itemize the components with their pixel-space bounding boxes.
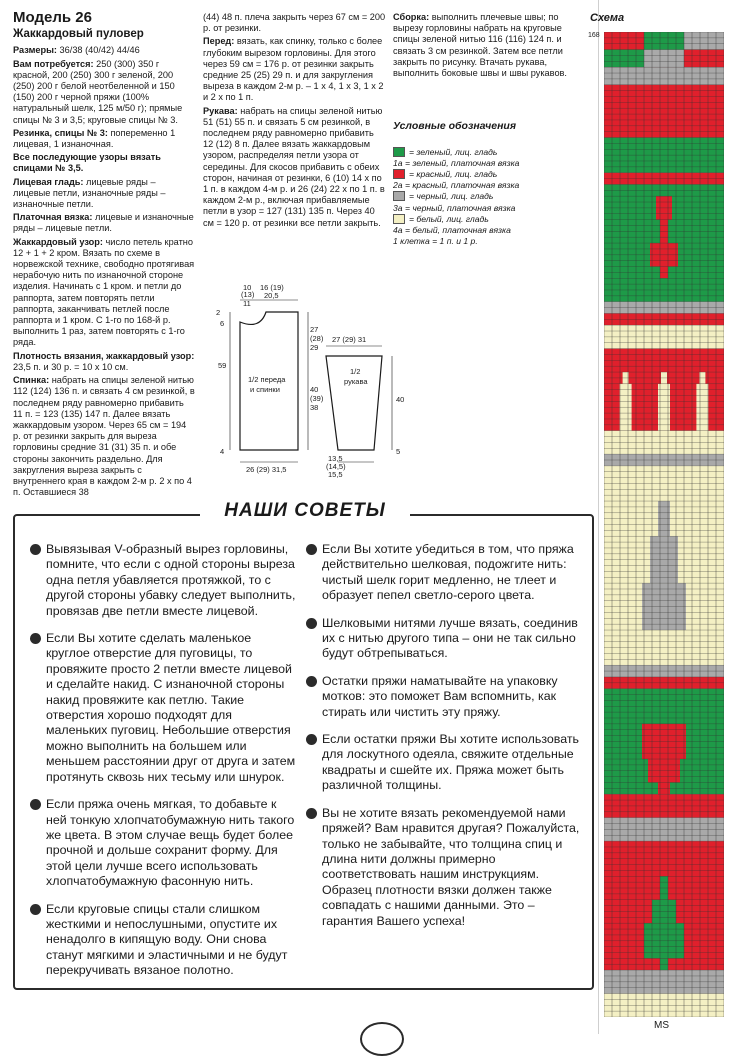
legend-item: [393, 213, 583, 224]
legend-label: 4а = белый, платочная вязка: [393, 224, 511, 235]
dim-sleeve-5: 5: [396, 447, 401, 456]
model-title: Модель 26: [13, 9, 92, 26]
gauge-value: 23,5 п. и 30 р. = 10 х 10 см.: [13, 361, 129, 372]
tip-text: Шелковыми нитями лучше вязать, соединив их с нитью другого типа – они не так сильно будут обтрепываться.: [322, 615, 578, 661]
front: [203, 36, 386, 103]
materials-value: 250 (300) 350 г красной, 200 (250) 300 г зеленой, 200 (250) 200 г белой неотбеленной и 150 (150) 200 г черной пряжи (100% натуральный шелк, 125 м/50 г); прямые спицы № 3 и 3,5; круговые спицы № 3.: [13, 58, 183, 125]
sleeve-label-1: 1/2: [350, 367, 361, 376]
bullet-icon: [306, 676, 317, 687]
chart-block: [684, 32, 724, 50]
stockinette: [13, 177, 195, 211]
bullet-icon: [306, 544, 317, 555]
legend-item: [393, 224, 583, 235]
bullet-icon: [30, 633, 41, 644]
dim-6: 6: [220, 319, 225, 328]
tips-left-column: [30, 542, 296, 991]
garter-label: Платочная вязка:: [13, 212, 93, 223]
instructions-column-2: [203, 12, 386, 231]
dim-39: (39): [310, 394, 324, 403]
legend-item: [393, 146, 583, 157]
legend-swatch: [393, 169, 405, 179]
dim-4: 4: [220, 447, 225, 456]
chart-block: [644, 32, 684, 50]
tip-item: [306, 674, 581, 720]
tip-text: Если остатки пряжи Вы хотите использовать для лоскутного одеяла, свяжите отдельные квадраты и сшейте их. Пряжа может быть различной толщины.: [322, 732, 579, 793]
legend-label: = белый, лиц. гладь: [409, 213, 489, 224]
tip-item: [306, 542, 581, 604]
tip-item: [306, 732, 581, 794]
chart-ms-label: MS: [654, 1020, 669, 1031]
assembly-value: выполнить плечевые швы; по вырезу горловины набрать на круговые спицы зеленой нитью 116 (116) 124 п. и связать 3 см резинкой. Затем все петли закрыть по рисунку. Втачать рукава, выполнить боковые швы и швы рукавов.: [393, 12, 567, 79]
sleeves: [203, 106, 386, 229]
dim-sleeve-135: 13,5: [328, 454, 343, 463]
legend-label: 2а = красный, платочная вязка: [393, 180, 520, 191]
legend-swatch: [393, 214, 405, 224]
dim-29: 29: [310, 343, 319, 352]
tip-text: Если Вы хотите сделать маленькое круглое отверстие для пуговицы, то провяжите просто 2 петли вместе лицевой и сделайте накид. С изнаночной стороны накид провяжите как петлю. Такие отверстия хорошо подходят для маленьких пуговиц. Небольшие отверстия можно выполнить на большем или меньшем расстоянии друг от друга и затем протянуть сквозь них тесьму или шнурок.: [46, 631, 296, 784]
bullet-icon: [306, 618, 317, 629]
jacquard: [13, 237, 195, 349]
dim-26: 26 (29) 31,5: [246, 465, 287, 474]
legend-title: Условные обозначения: [393, 120, 517, 132]
knitting-chart: [604, 32, 724, 1017]
tip-item: [30, 542, 296, 619]
tip-item: [306, 616, 581, 662]
dim-11: 11: [243, 299, 251, 308]
dim-sleeve-145: (14,5): [326, 462, 346, 471]
bullet-icon: [306, 808, 317, 819]
legend: [393, 120, 583, 247]
dim-sleeve-40: 40: [396, 395, 405, 404]
dim-59: 59: [218, 361, 227, 370]
tip-text: Если круговые спицы стали слишком жесткими и непослушными, опустите их ненадолго в кипящую воду. Они снова станут мягкими и эластичными и не будут перекручивать вязаное полотно.: [46, 901, 288, 978]
body-label-2: и спинки: [250, 385, 280, 394]
all-patterns-note: Все последующие узоры вязать спицами № 3,5.: [13, 152, 161, 174]
tip-item: [30, 902, 296, 979]
assembly: [393, 12, 573, 79]
dim-10: 10: [243, 283, 252, 292]
page-number-circle: [360, 1022, 404, 1056]
back: [13, 375, 195, 498]
legend-label: 3а = черный, платочная вязка: [393, 202, 516, 213]
tip-item: [306, 806, 581, 929]
legend-item: [393, 191, 583, 202]
column-divider: [598, 0, 599, 1034]
model-subtitle: Жаккардовый пуловер: [13, 28, 144, 41]
gauge-label: Плотность вязания, жаккардовый узор:: [13, 350, 195, 361]
tip-text: Вывязывая V-образный вырез горловины, помните, что если с одной стороны выреза одна петля убавляется протяжкой, то с другой стороны убавку следует выполнить, провязав две петли вместе лицевой.: [46, 542, 296, 618]
tip-item: [30, 797, 296, 889]
stockinette-label: Лицевая гладь:: [13, 176, 84, 187]
dim-28: (28): [310, 334, 324, 343]
dim-13: (13): [241, 290, 255, 299]
dim-2: 2: [216, 308, 221, 317]
bullet-icon: [30, 799, 41, 810]
legend-item: [393, 157, 583, 168]
sleeves-value: набрать на спицы зеленой нитью 51 (51) 55 п. и связать 5 см резинкой, в последнем ряду равномерно прибавить 12 (12) 8 п. Далее вязать жаккардовым узором, распределяя петли узора от середины. Для скосов прибавить с обеих сторон, начиная от резинки, 6 (10) 14 х по 1 п. в каждом 4-м р. и 26 (24) 22 х по 1 п. в каждом 2-м р., включая прибавляемые петли в узор = 127 (131) 135 п. Через 40 см = 120 р. от резинки все петли закрыть.: [203, 105, 385, 228]
chart-block: [644, 50, 684, 68]
chart-block: [684, 50, 724, 68]
legend-swatch: [393, 191, 405, 201]
back-label: Спинка:: [13, 375, 50, 386]
chart-label: Схема: [590, 12, 625, 24]
legend-swatch: [393, 147, 405, 157]
garter: [13, 212, 195, 234]
legend-label: = черный, лиц. гладь: [409, 191, 494, 202]
materials-label: Вам потребуется:: [13, 58, 94, 69]
materials: [13, 59, 195, 126]
tip-text: Остатки пряжи наматывайте на упаковку мотков: это поможет Вам вспомнить, как стирать или чистить эту пряжу.: [322, 673, 558, 719]
instructions-column-3: [393, 12, 573, 81]
rib: [13, 128, 195, 150]
rib-label: Резинка, спицы № 3:: [13, 127, 108, 138]
chart-block: [604, 32, 644, 50]
tip-text: Если Вы хотите убедиться в том, что пряжа действительно шелковая, подожгите нить: чистый шелк горит медленно, не тлеет и образует пепел светло-серого цвета.: [322, 542, 574, 603]
tips-right-column: [306, 542, 581, 941]
bullet-icon: [306, 734, 317, 745]
bullet-icon: [30, 544, 41, 555]
back-continued: (44) 48 п. плеча закрыть через 67 см = 200 р. от резинки.: [203, 12, 386, 34]
dim-sleeve-top: 27 (29) 31: [332, 335, 367, 344]
legend-item: [393, 180, 583, 191]
tips-title: НАШИ СОВЕТЫ: [200, 500, 410, 522]
chart-block: [604, 50, 644, 68]
legend-rows: [393, 146, 583, 247]
gauge: [13, 351, 195, 373]
legend-item: [393, 168, 583, 179]
assembly-label: Сборка:: [393, 12, 430, 22]
jacquard-value: число петель кратно 12 + 1 + 2 кром. Вязать по схеме в норвежской технике, свободно протягивая нерабочую нить по изнаночной стороне изделия. Начинать с 1 кром. и петли до раппорта, затем повторять петли раппорта, заканчивать петлей после раппорта и 1 кром. С 1-го по 168-й р. выполнить 1 раз, затем повторять с 1-го ряда.: [13, 236, 195, 348]
body-label-1: 1/2 переда: [248, 375, 286, 384]
sizes: [13, 45, 195, 56]
jacquard-label: Жаккардовый узор:: [13, 236, 103, 247]
tip-text: Если пряжа очень мягкая, то добавьте к ней тонкую хлопчатобумажную нить такого же цвета. В этом случае вещь будет более прочной и дольше сохранит форму. Для этой цели лучше всего использовать хлопчатобумажную фасонную нить.: [46, 797, 295, 889]
tip-item: [30, 631, 296, 785]
tip-text: Вы не хотите вязать рекомендуемой нами пряжей? Вам нравится другая? Пожалуйста, только не забывайте, что толщина спиц и длина нити должны примерно соответствовать нашим инструкциям. Образец плотности вязки должен также совпадать с нашими данными. Это – гарантия Вашего успеха!: [322, 805, 580, 928]
dim-40: 40: [310, 385, 319, 394]
bullet-icon: [30, 904, 41, 915]
dim-16: 16 (19): [260, 283, 284, 292]
garter-value: лицевые и изнаночные ряды – лицевые петли.: [13, 212, 194, 234]
rib-value: попеременно 1 лицевая, 1 изнаночная.: [13, 127, 176, 150]
dim-27: 27: [310, 325, 319, 334]
chart-block: [604, 67, 724, 85]
back-value: набрать на спицы зеленой нитью 112 (124) 136 п. и связать 4 см резинкой, в последнем ряду равномерно прибавить 11 п. = 123 (135) 147 п. Далее вязать жаккардовым узором. Через 65 см = 194 р. от резинки закрыть для выреза горловины средние 31 (31) 35 п. и обе стороны закончить раздельно. Для закругления выреза закрыть с внутреннего края в каждом 2-м р. 2 х по 4 п. Оставшиеся 38: [13, 375, 195, 498]
dim-20: 20,5: [264, 291, 279, 300]
sizes-label: Размеры:: [13, 45, 57, 56]
dim-38: 38: [310, 403, 319, 412]
instructions-column-1: [13, 9, 195, 500]
dim-sleeve-155: 15,5: [328, 470, 343, 479]
front-value: вязать, как спинку, только с более глубоким вырезом горловины. Для этого через 59 см = 176 р. от резинки закрыть средние 25 (25) 29 п. и для закругления выреза в каждом 2-м р. – 1 х 4, 1 х 3, 1 х 2 и 2 х по 1 п.: [203, 36, 384, 103]
garment-schematic: [210, 282, 410, 482]
sleeves-label: Рукава:: [203, 105, 238, 116]
legend-label: = красный, лиц. гладь: [409, 168, 498, 179]
stockinette-value: лицевые ряды – лицевые петли, изнаночные ряды – изнаночные петли.: [13, 176, 166, 210]
sizes-value: 36/38 (40/42) 44/46: [57, 45, 140, 56]
legend-label: 1а = зеленый, платочная вязка: [393, 157, 520, 168]
legend-label: 1 клетка = 1 п. и 1 р.: [393, 236, 478, 247]
legend-label: = зеленый, лиц. гладь: [409, 146, 498, 157]
front-label: Перед:: [203, 36, 235, 47]
chart-row-count: 168: [588, 32, 600, 39]
legend-item: [393, 202, 583, 213]
legend-item: [393, 236, 583, 247]
sleeve-label-2: рукава: [344, 377, 368, 386]
